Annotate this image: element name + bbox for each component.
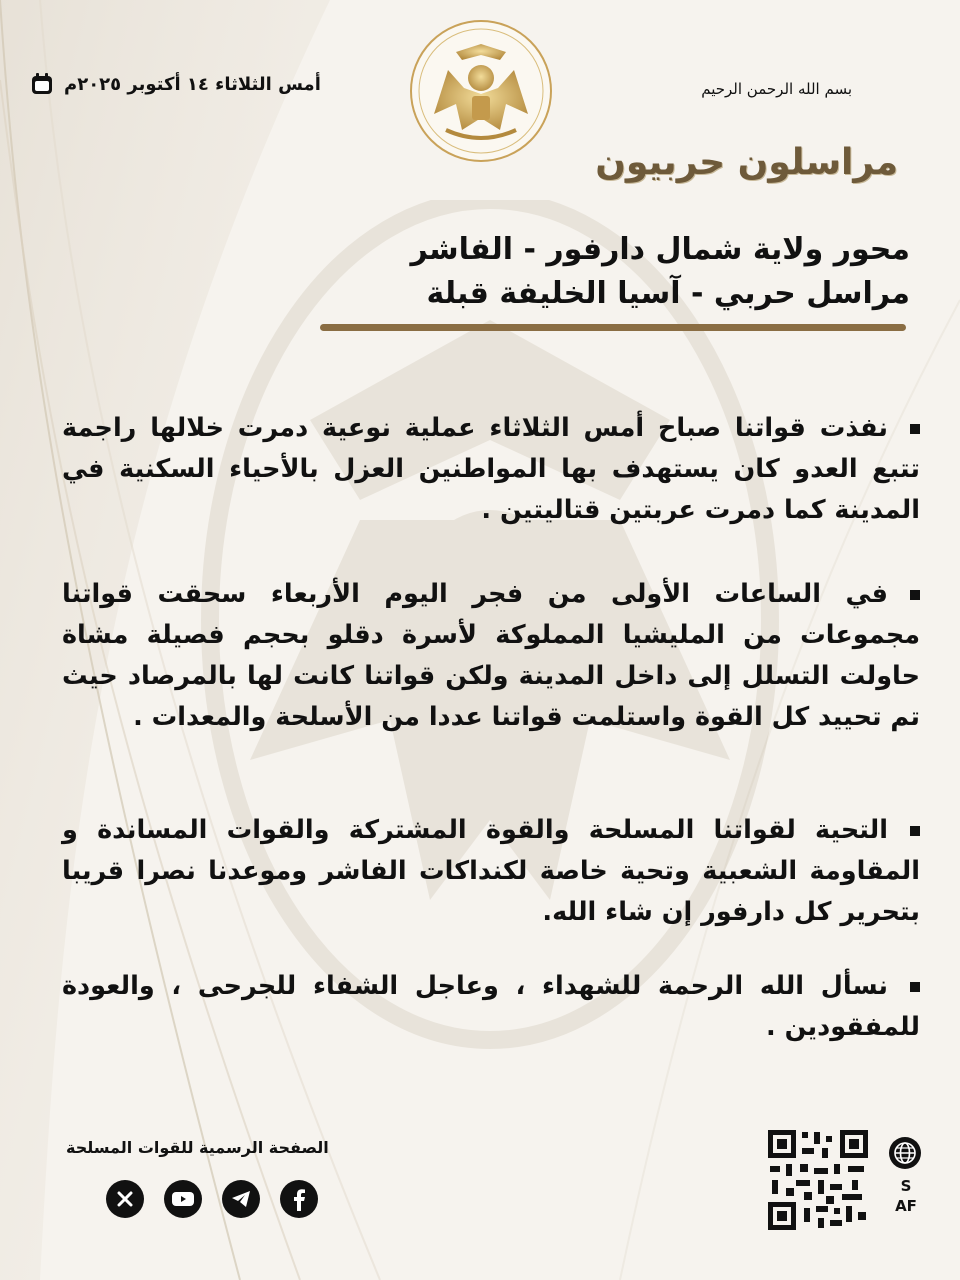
report-paragraph	[62, 966, 920, 1048]
section-title: مراسلون حربيون	[595, 142, 898, 183]
youtube-icon[interactable]	[164, 1180, 202, 1218]
qr-code	[766, 1128, 870, 1232]
bullet-marker	[910, 424, 920, 434]
emblem-icon	[408, 18, 554, 164]
report-paragraph-text: التحية لقواتنا المسلحة والقوة المشتركة والقوات المساندة و المقاومة الشعبية وتحية خاصة لكنداكات الفاشر وموعدنا نصرا قريبا بتحرير كل دارفور إن شاء الله.	[62, 815, 920, 927]
bullet-marker	[910, 826, 920, 836]
subtitle-block	[410, 228, 910, 316]
facebook-icon-glyph	[289, 1187, 309, 1211]
saf-brand: SAF	[895, 1177, 917, 1215]
basmala: بسم الله الرحمن الرحيم	[701, 80, 852, 98]
divider	[320, 324, 906, 331]
official-page-label: الصفحة الرسمية للقوات المسلحة	[66, 1138, 329, 1157]
x-icon-glyph	[114, 1188, 136, 1210]
facebook-icon[interactable]	[280, 1180, 318, 1218]
social-links	[106, 1180, 318, 1218]
subtitle-front: محور ولاية شمال دارفور - الفاشر	[410, 232, 910, 267]
telegram-icon[interactable]	[222, 1180, 260, 1218]
globe-icon	[888, 1136, 922, 1170]
report-paragraph-text: في الساعات الأولى من فجر اليوم الأربعاء سحقت قواتنا مجموعات من المليشيا المملوكة لأسرة دقلو بحجم فصيلة مشاة حاولت التسلل إلى داخل المدينة ولكن قواتنا كانت لها بالمرصاد حيث تم تحييد كل القوة واستلمت قواتنا عددا من الأسلحة والمعدات .	[62, 579, 920, 732]
bullet-marker	[910, 982, 920, 992]
report-paragraph-text: نسأل الله الرحمة للشهداء ، وعاجل الشفاء للجرحى ، والعودة للمفقودين .	[62, 971, 920, 1042]
report-paragraph-text: نفذت قواتنا صباح أمس الثلاثاء عملية نوعية دمرت خلالها راجمة تتبع العدو كان يستهدف بها المواطنين العزل بالأحياء السكنية في المدينة كما دمرت عربتين قتاليتين .	[62, 413, 920, 525]
calendar-icon	[30, 72, 54, 96]
subtitle-correspondent: مراسل حربي - آسيا الخليفة قبلة	[426, 276, 910, 311]
date-row	[30, 72, 321, 96]
report-paragraph	[62, 810, 920, 933]
report-paragraph	[62, 408, 920, 531]
date-text: أمس الثلاثاء ١٤ أكتوبر ٢٠٢٥م	[64, 73, 321, 95]
telegram-icon-glyph	[230, 1189, 252, 1209]
x-icon[interactable]	[106, 1180, 144, 1218]
bullet-marker	[910, 590, 920, 600]
youtube-icon-glyph	[171, 1190, 195, 1208]
report-paragraph	[62, 574, 920, 738]
